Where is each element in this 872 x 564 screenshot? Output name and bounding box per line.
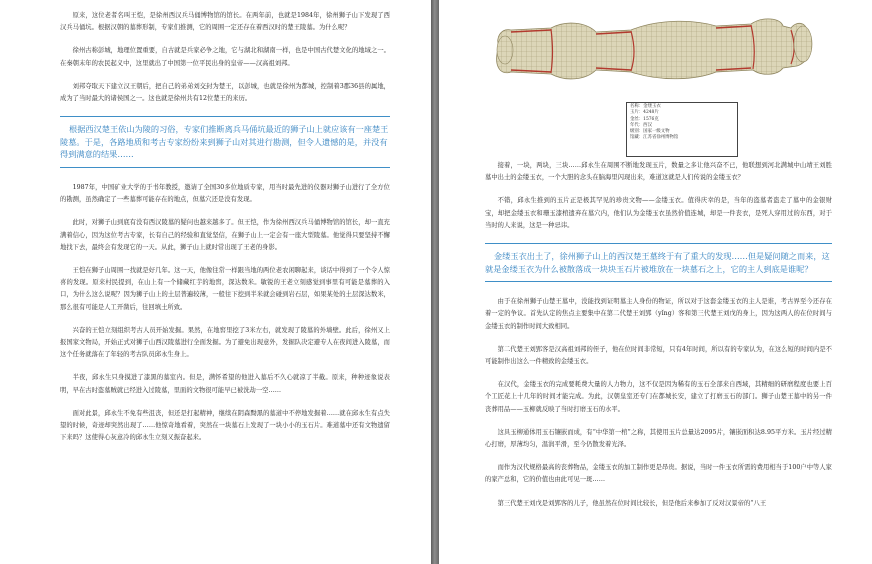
paragraph: 1987年，中国矿业大学的于书年教授，邀请了全国30多位地质专家，用当时最先进的仪器对狮子山进行了全方位的勘测，虽然确定了一些墓葬可能存在的地点，但墓穴还是没有发现。 (60, 184, 390, 204)
right-text-column (485, 160, 832, 521)
right-page (439, 0, 872, 564)
pull-quote (60, 116, 390, 168)
left-page (0, 0, 431, 564)
paragraph: 徐州古称彭城，地理位置重要，自古就是兵家必争之地，它与湖北和湖南一样，也是中国古代楚文化的地域之一。在秦朝末年的农民起义中，这里就出了中国第一位平民出身的皇帝——汉高祖刘邦。 (60, 47, 390, 67)
figure-caption (626, 102, 738, 157)
jade-suit-image (491, 6, 821, 106)
paragraph: 王恺在狮子山周围一找就是好几年。这一天，他像往常一样跟当地的两位老农闲聊起来，谈话中得到了一个令人惊喜的发现。原来村民提到，在山上有一个储藏红芋的地窖，深达数米。敏锐的王老立刻感觉到事里有可能是墓葬的入口，为什么这么说呢？因为狮子山上的土层普遍较薄，一般往下挖到半米就会碰到岩石层，如果某处的土层深达数米，那么很有可能是人工开凿后，往回填土所致。 (60, 267, 390, 311)
caption-line: 馆藏：江苏省徐州博物馆 (630, 135, 679, 141)
pull-quote-text: 根据西汉楚王依山为陵的习俗，专家们推断离兵马俑坑最近的狮子山上就应该有一座楚王陵墓。于是，各路地质和考古专家纷纷来到狮子山对其进行勘测，但令人遗憾的是，并没有得到满意的结果…… (60, 124, 389, 160)
paragraph: 此时，对狮子山到底有没有西汉陵墓的疑问也越来越多了。但王恺，作为徐州西汉兵马俑博物馆的馆长，却一直充满着信心，因为这位考古专家，长有自己的经验和直觉坚信，在狮子山上一定会有一座大型陵墓。他觉得只要坚持不懈地找下去，最终会有发现它的一天。从此，狮子山上就时常出现了王老的身影。 (60, 219, 390, 251)
paragraph: 接着，一块，两块，三块……邱永生在周围不断地发现玉片，数量之多让他兴奋不已，他联想到河北满城中山靖王刘胜墓中出土的金缕玉衣，一个大胆的念头在脑海里闪现出来，难道这就是人们传说的金缕玉衣？ (485, 162, 832, 182)
paragraph: 第二代楚王刘郢客是汉高祖刘邦的侄子，他在位时间非常短，只有4年时间，所以有的专家认为，在这么短的时间内是不可能制作出这么一件精致的金缕玉衣。 (485, 345, 832, 366)
paragraph: 半夜，邱永生只身摸进了漆黑的墓室内。但是，满怀希望的他进入墓后不久心就凉了半截。原来，种种迹象说表明，早在古时盗墓贼就已经进入过陵墓，里面的文物很可能早已被洗劫一空…… (60, 374, 390, 394)
paragraph: 兴奋的王恺立刻组织考古人员开始发掘。果然，在地窖里挖了3米左右，就发现了陵墓的外墙壁。此后，徐州又上报国家文物局，开始正式对狮子山西汉陵墓进行全面发掘。为了避免出现意外，发掘队决定避专人在夜间进入陵墓，而这个任务就落在了年轻的考古队员邱永生身上。 (60, 326, 390, 359)
paragraph: 第三代楚王刘戊是刘郢客的儿子，他虽然在位时间比较长，但是他后来参加了反对汉景帝的“八王 (497, 499, 767, 507)
paragraph: 在汉代，金缕玉衣的完成要耗费大量的人力物力，这不仅是因为稀有的玉石全部来自西域，其精细的研磨程度也要上百个工匠花上十几年的时间才能完成。为此，汉朝皇室还专门在都城长安，建立了打磨玉石的部门。狮子山楚王墓中的另一件丧葬用品——玉柳就反映了当时打磨玉石的水平。 (485, 381, 832, 413)
paragraph: 这具玉柳通体用玉石镶嵌而成，有“中华第一棺”之称，其使用玉片总量达2095片，镶嵌面积达8.95平方米。玉片经过精心打磨，厚薄均匀，温润平滑，至今仍散发着光泽。 (485, 428, 832, 449)
jade-suit-figure (491, 6, 821, 154)
caption-line: 名称：金缕玉衣 (630, 104, 661, 109)
page-divider (431, 0, 439, 564)
paragraph: 面对此景，邱永生不免有些沮丧，但还是打起精神，继续在阴森黝黑的墓道中不停地发掘着……就在邱永生有点失望的时候，奇迹却突然出现了……他惊奇地看着，突然在一块墓石上发现了一块小小的玉石片。难道墓中还有文物遗留下来吗？这使得心灰意冷的邱永生立刻又振奋起来。 (60, 409, 390, 442)
pull-quote (485, 243, 832, 282)
caption-line: 金丝：1576克 (630, 116, 659, 122)
left-text-column (60, 10, 390, 455)
caption-line: 级别：国家一级文物 (630, 129, 670, 135)
caption-line: 年代：西汉 (630, 122, 652, 128)
paragraph: 而作为汉代规格最高的丧葬物品，金缕玉衣的加工制作更是昂贵。据说，当时一件玉衣所需的费用相当于100户中等人家的家产总和，它的价值也由此可见一斑…… (485, 464, 832, 484)
paragraph: 原来，这位老者名叫王恺，是徐州西汉兵马俑博物馆的馆长。在两年前，也就是1984年，徐州狮子山下发现了西汉兵马俑坑。根据汉朝的墓葬形制，专家们推测，它的周围一定还存在着西汉时的楚王陵墓。为什么呢？ (60, 12, 390, 32)
paragraph: 由于在徐州狮子山楚王墓中，没能找到证明墓主人身份的物证，所以对于这套金缕玉衣的主人是谁，考古界至今还存在着一定的争议。首先认定的焦点主要集中在第二代楚王刘郢（yǐng）客和第三代楚王刘戊的身上，因为这两人的在位时间与金缕玉衣的制作时间大致相同。 (485, 298, 832, 330)
paragraph: 刘邦夺取天下建立汉王朝后，把自己的弟弟刘交封为楚王，以彭城，也就是徐州为都城，控制着3郡36县的属地，成为了当时最大的诸侯国之一。这也就是徐州共有12位楚王的来历。 (60, 82, 390, 103)
paragraph: 不错，邱永生推到的玉片正是极其罕见的珍贵文物——金缕玉衣。值得庆幸的是，当年的盗墓者盗走了墓中的金银财宝，却把金缕玉衣和珊玉漆棺遗弃在墓穴内，他们认为金缕玉衣虽然价值连城，却是一件丧衣，是死人穿用过的东西，对于当时的人来说，这是一种忌讳。 (485, 197, 832, 229)
pull-quote-text: 金缕玉衣出土了，徐州狮子山上的西汉楚王墓终于有了重大的发现……但是疑问随之而来，这就是金缕玉衣为什么被散落成一块块玉石片被堆放在一块墓石之上，它的主人到底是谁呢？ (485, 251, 830, 274)
caption-line: 玉片：4248片 (630, 110, 659, 116)
